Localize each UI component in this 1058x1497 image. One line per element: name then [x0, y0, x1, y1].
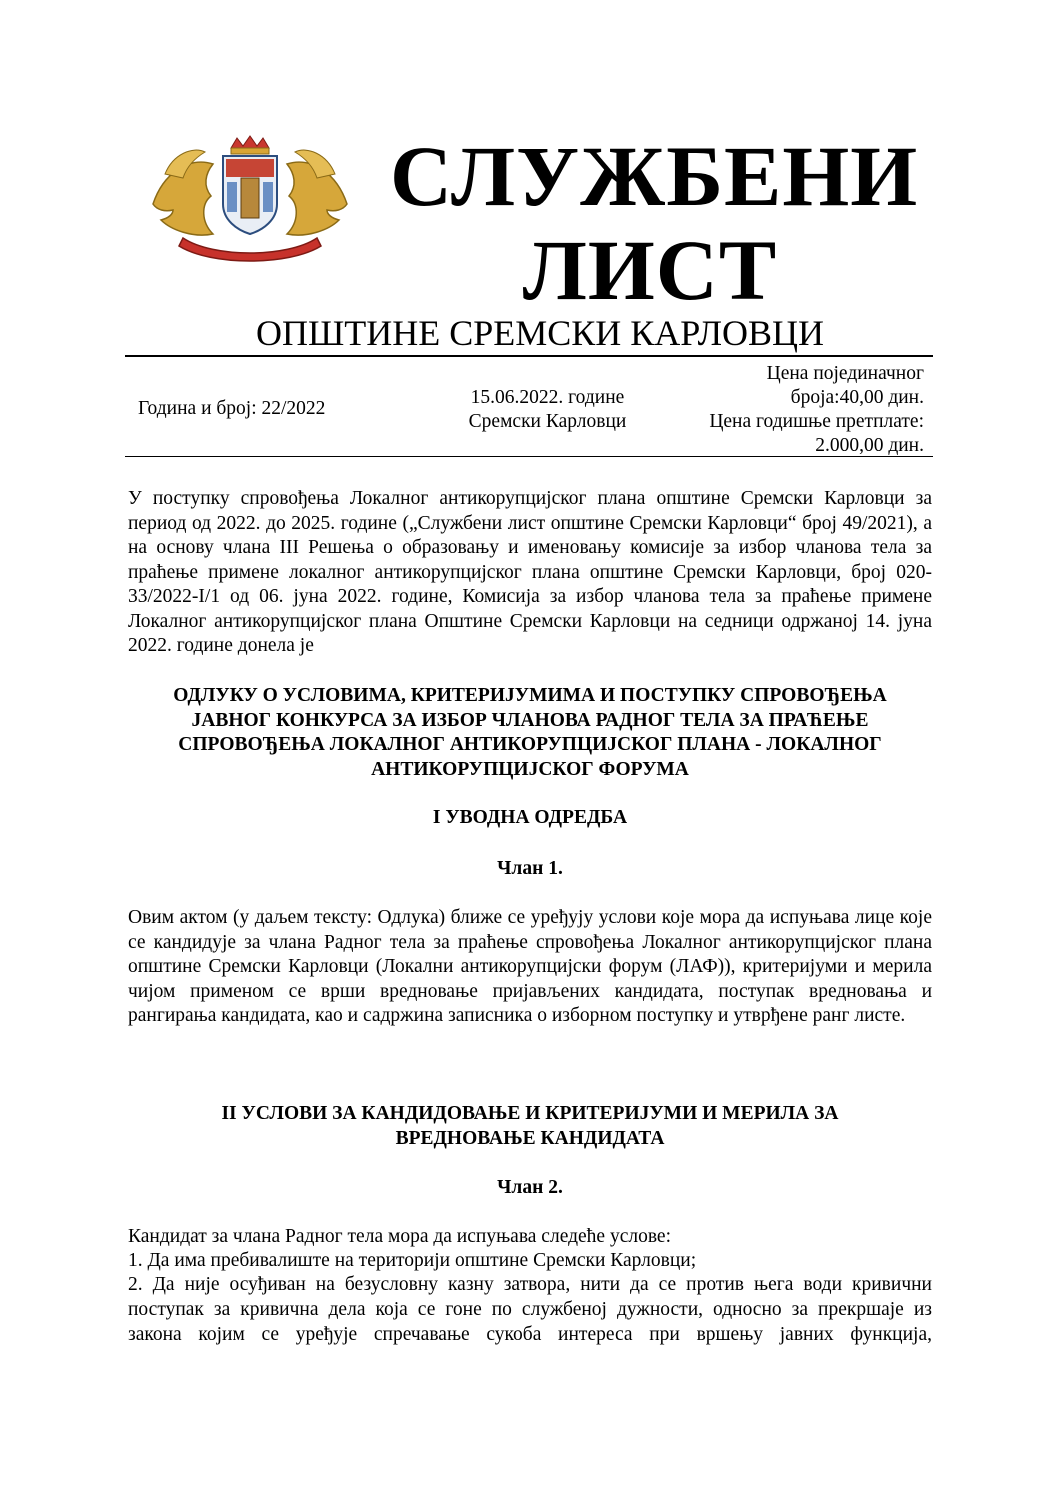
price-annual-line2: 2.000,00 дин. [815, 435, 924, 456]
article2-item2-line2: поступак за кривична дела која се гоне по службеној дужности, односно за прекршаје из [128, 1299, 932, 1320]
section1-title: I УВОДНА ОДРЕДБА [432, 807, 628, 828]
issue-date: 15.06.2022. године [470, 387, 625, 408]
price-info [680, 362, 924, 458]
issue-number: Година и број: 22/2022 [138, 398, 326, 419]
article1-paragraph: Овим актом (у даљем тексту: Одлука) ближе се уређују услови које мора да испуњава лице које се кандидује за члана Радног тела за праћење спровођења Локалног антикорупцијског плана општине Сремски Карловци (Локални антикорупцијски форум (ЛАФ)), критеријуми и мерила чијом применом се врши вредновање пријављених кандидата, поступак вредновања и рангирања кандидата, као и садржина записника о изборном поступку и утврђене ранг листе. [128, 907, 932, 1026]
price-single-line1: Цена појединачног [766, 363, 924, 384]
price-annual-line1: Цена годишње претплате: [709, 411, 924, 432]
decision-title-line2: ЈАВНОГ КОНКУРСА ЗА ИЗБОР ЧЛАНОВА РАДНОГ ТЕЛА ЗА ПРАЋЕЊЕ [191, 709, 869, 731]
price-single-line2: броја:40,00 дин. [790, 387, 924, 408]
section2-title-line2: ВРЕДНОВАЊЕ КАНДИДАТА [395, 1127, 665, 1149]
decision-title-line4: АНТИКОРУПЦИЈСКОГ ФОРУМА [371, 758, 689, 780]
article2-item1: 1. Да има пребивалиште на територији општине Сремски Карловци; [128, 1250, 697, 1271]
masthead-title-line1: СЛУЖБЕНИ [390, 128, 919, 224]
article2-item2-line1: 2. Да није осуђиван на безусловну казну затвора, нити да се против њега води кривични [128, 1274, 932, 1295]
decision-title-line3: СПРОВОЂЕЊА ЛОКАЛНОГ АНТИКОРУПЦИЈСКОГ ПЛАНА - ЛОКАЛНОГ [178, 734, 882, 755]
masthead-bottom-rule [125, 456, 933, 457]
issue-date-place [450, 386, 645, 434]
section2-title [128, 1102, 932, 1151]
coat-of-arms-icon [143, 134, 357, 262]
issue-place: Сремски Карловци [468, 411, 627, 432]
article2-item2-line3: закона којим се уређује спречавање сукоба интереса при вршењу јавних функција, [128, 1324, 932, 1345]
article2-lead: Кандидат за члана Радног тела мора да испуњава следеће услове: [128, 1226, 672, 1247]
article2-heading: Члан 2. [497, 1177, 563, 1198]
intro-paragraph: У поступку спровођења Локалног антикорупцијског плана општине Сремски Карловци за период од 2022. до 2025. године („Службени лист општине Сремски Карловци“ број 49/2021), а на основу члана III Решења о образовању и именовању комисије за избор чланова тела за праћење примене локалног антикорупцијског плана општине Сремски Карловци, број 020-33/2022-I/1 од 06. јуна 2022. године, Комисија за избор чланова тела за праћење примене Локалног антикорупцијског плана Општине Сремски Карловци на седници одржаној 14. јуна 2022. године донела је [128, 488, 932, 656]
masthead-title-line2: ЛИСТ [522, 222, 778, 318]
masthead-subtitle: ОПШТИНЕ СРЕМСКИ КАРЛОВЦИ [255, 313, 825, 353]
decision-title-line1: ОДЛУКУ О УСЛОВИМА, КРИТЕРИЈУМИМА И ПОСТУПКУ СПРОВОЂЕЊА [173, 685, 887, 706]
section2-title-line1: II УСЛОВИ ЗА КАНДИДОВАЊЕ И КРИТЕРИЈУМИ И МЕРИЛА ЗА [221, 1103, 839, 1124]
masthead-top-rule [125, 355, 933, 357]
article1-heading: Члан 1. [497, 858, 563, 879]
decision-title [128, 684, 932, 782]
